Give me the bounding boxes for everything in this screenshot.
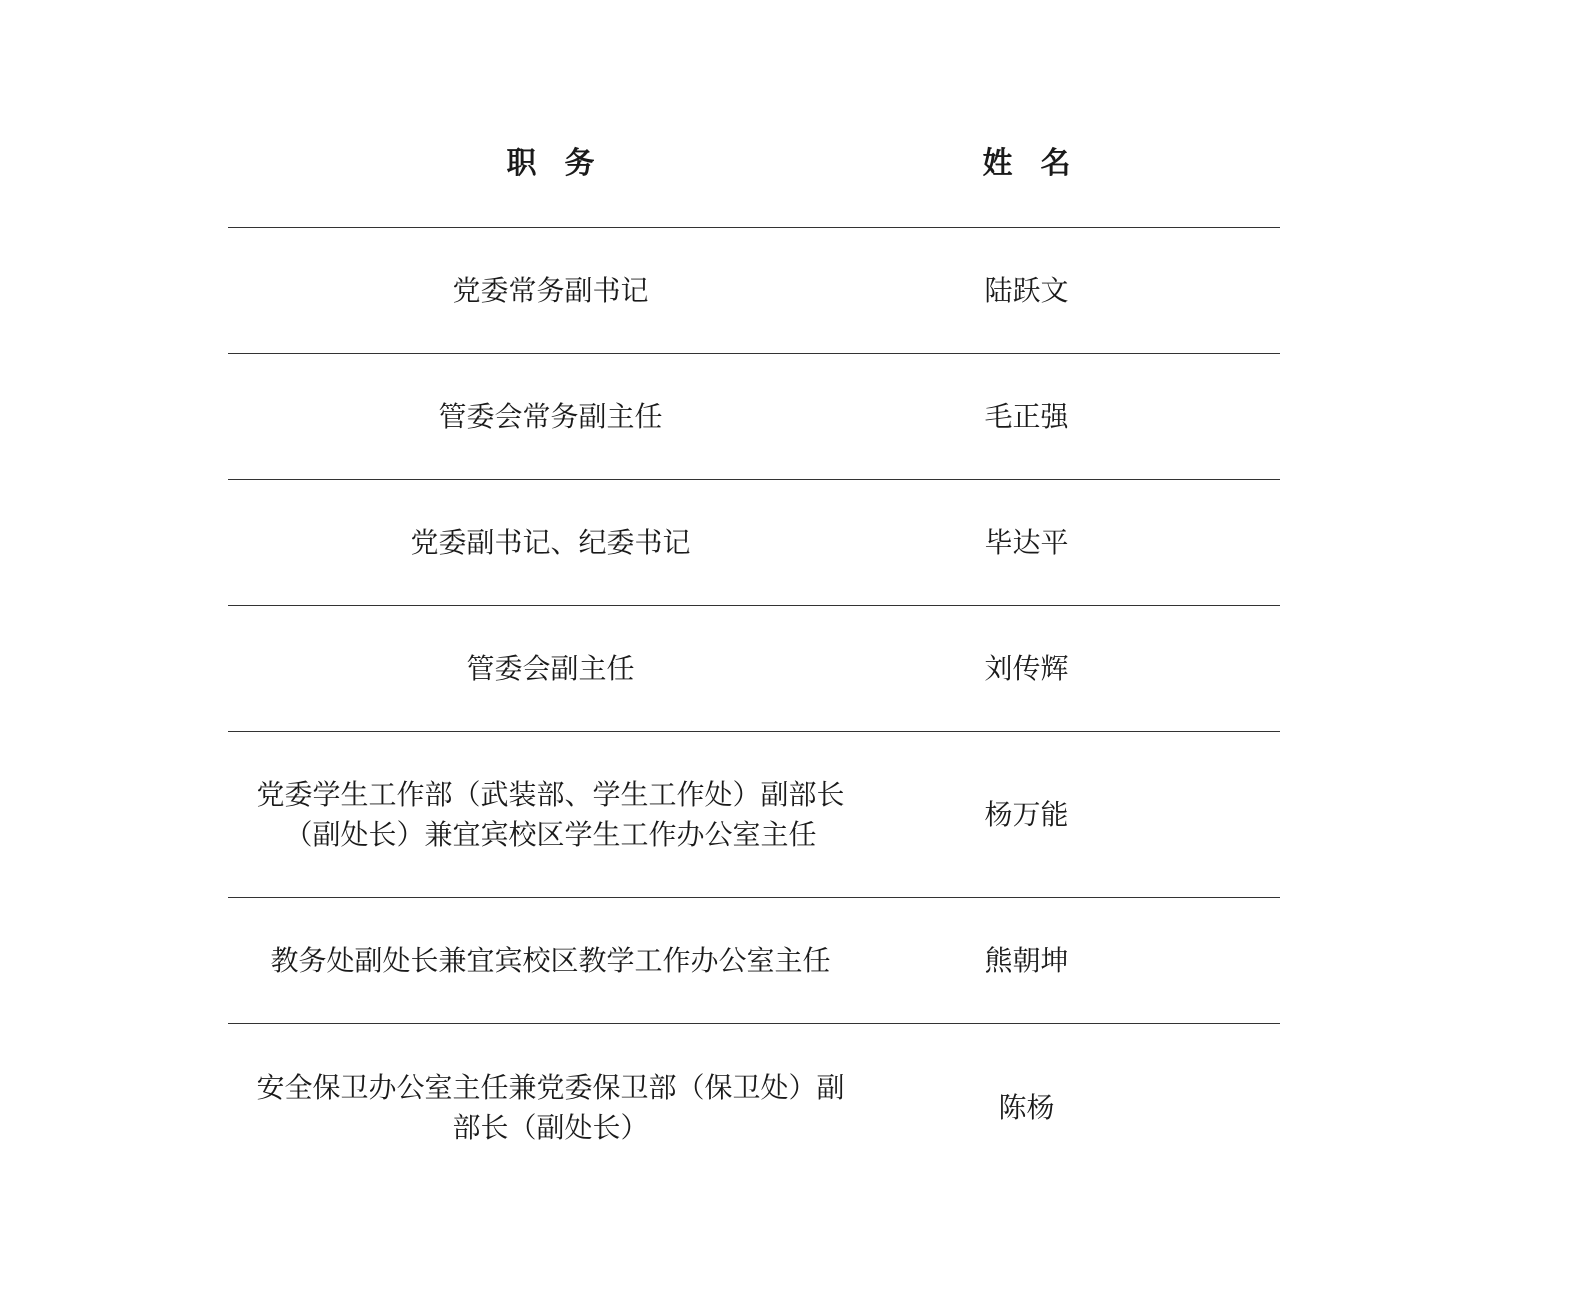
name-cell: 熊朝坤 [984,943,1069,977]
position-cell: 党委副书记、纪委书记 [410,525,691,559]
header-position: 职务 [506,145,623,181]
position-cell [228,775,873,855]
position-line: 党委学生工作部（武装部、学生工作处）副部长 [256,777,845,811]
position-line: 安全保卫办公室主任兼党委保卫部（保卫处）副 [256,1071,845,1104]
position-cell [228,1068,873,1148]
name-cell: 毕达平 [984,525,1069,559]
staff-roster-table [228,100,1280,1192]
position-cell: 党委常务副书记 [452,273,649,307]
name-cell: 刘传辉 [984,651,1069,685]
table-row [228,480,1280,606]
table-row [228,354,1280,480]
header-name: 姓名 [982,145,1099,181]
name-cell: 毛正强 [984,399,1069,433]
table-row [228,898,1280,1024]
table-header-row [228,100,1280,228]
name-cell: 杨万能 [984,797,1069,831]
table-row [228,606,1280,732]
table-row [228,1024,1280,1192]
name-cell: 陈杨 [998,1091,1055,1124]
table-row [228,732,1280,898]
position-cell: 管委会副主任 [466,651,635,685]
name-cell: 陆跃文 [984,273,1069,307]
position-cell: 教务处副处长兼宜宾校区教学工作办公室主任 [270,943,831,977]
position-cell: 管委会常务副主任 [438,399,663,433]
table-row [228,228,1280,354]
position-line: （副处长）兼宜宾校区学生工作办公室主任 [284,817,817,851]
position-line: 部长（副处长） [452,1111,649,1144]
